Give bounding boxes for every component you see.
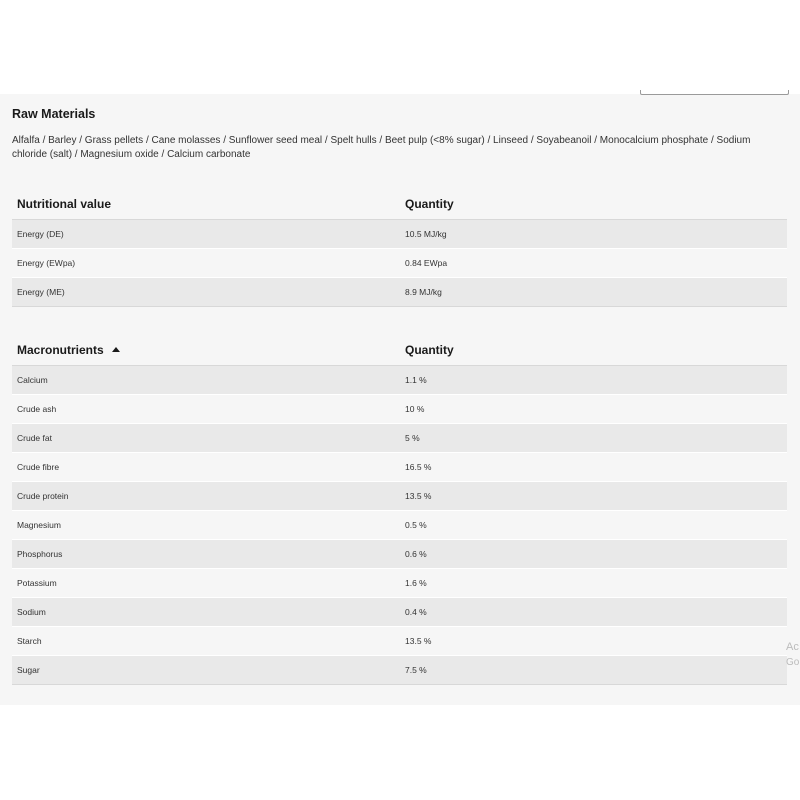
raw-materials-title: Raw Materials xyxy=(12,107,96,121)
table-row xyxy=(12,220,787,249)
table-row xyxy=(12,278,787,307)
nutrient-name: Crude protein xyxy=(12,482,400,511)
table-row xyxy=(12,366,787,395)
macronutrients-header-label: Macronutrients xyxy=(17,343,104,357)
table-row xyxy=(12,598,787,627)
table-row xyxy=(12,424,787,453)
nutrient-quantity: 0.4 % xyxy=(400,598,787,627)
nutrient-quantity: 13.5 % xyxy=(400,482,787,511)
macronutrients-table xyxy=(12,335,787,685)
nutrient-quantity: 7.5 % xyxy=(400,656,787,685)
nutrient-quantity: 1.6 % xyxy=(400,569,787,598)
nutrient-name: Magnesium xyxy=(12,511,400,540)
quantity-header: Quantity xyxy=(400,189,787,220)
table-row xyxy=(12,249,787,278)
caret-up-icon[interactable] xyxy=(112,347,120,352)
nutrient-quantity: 0.5 % xyxy=(400,511,787,540)
table-row xyxy=(12,656,787,685)
nutrient-quantity: 16.5 % xyxy=(400,453,787,482)
nutrient-name: Crude fat xyxy=(12,424,400,453)
nutrient-name: Energy (ME) xyxy=(12,278,400,307)
nutrient-name: Energy (DE) xyxy=(12,220,400,249)
overlay-text-line1: Ac xyxy=(786,641,799,653)
table-row xyxy=(12,395,787,424)
nutrient-quantity: 5 % xyxy=(400,424,787,453)
nutrient-quantity: 8.9 MJ/kg xyxy=(400,278,787,307)
table-header-row xyxy=(12,189,787,220)
nutrient-quantity: 0.6 % xyxy=(400,540,787,569)
nutrient-quantity: 10 % xyxy=(400,395,787,424)
table-row xyxy=(12,569,787,598)
nutrient-quantity: 10.5 MJ/kg xyxy=(400,220,787,249)
nutrient-name: Phosphorus xyxy=(12,540,400,569)
table-header-row xyxy=(12,335,787,366)
nutrient-name: Crude ash xyxy=(12,395,400,424)
nutrient-name: Starch xyxy=(12,627,400,656)
nutrient-name: Potassium xyxy=(12,569,400,598)
nutrient-name: Calcium xyxy=(12,366,400,395)
table-row xyxy=(12,511,787,540)
table-row xyxy=(12,540,787,569)
nutritional-value-table xyxy=(12,189,787,307)
nutrient-quantity: 0.84 EWpa xyxy=(400,249,787,278)
top-input-field[interactable] xyxy=(640,90,789,95)
nutrient-quantity: 1.1 % xyxy=(400,366,787,395)
nutritional-value-header: Nutritional value xyxy=(12,189,400,220)
raw-materials-list: Alfalfa / Barley / Grass pellets / Cane molasses / Sunflower seed meal / Spelt hulls / Beet pulp (<8% sugar) / Linseed / Soyabeanoil / Monocalcium phosphate / Sodium chloride (salt) / Magnesium oxide / Calcium carbonate xyxy=(12,135,751,160)
table-row xyxy=(12,627,787,656)
nutrient-quantity: 13.5 % xyxy=(400,627,787,656)
table-row xyxy=(12,482,787,511)
overlay-text-line2: Go xyxy=(786,657,800,668)
quantity-header: Quantity xyxy=(400,335,787,366)
product-details-panel xyxy=(0,94,800,705)
nutrient-name: Crude fibre xyxy=(12,453,400,482)
nutrient-name: Energy (EWpa) xyxy=(12,249,400,278)
nutrient-name: Sugar xyxy=(12,656,400,685)
table-row xyxy=(12,453,787,482)
macronutrients-header[interactable] xyxy=(12,335,400,366)
nutrient-name: Sodium xyxy=(12,598,400,627)
